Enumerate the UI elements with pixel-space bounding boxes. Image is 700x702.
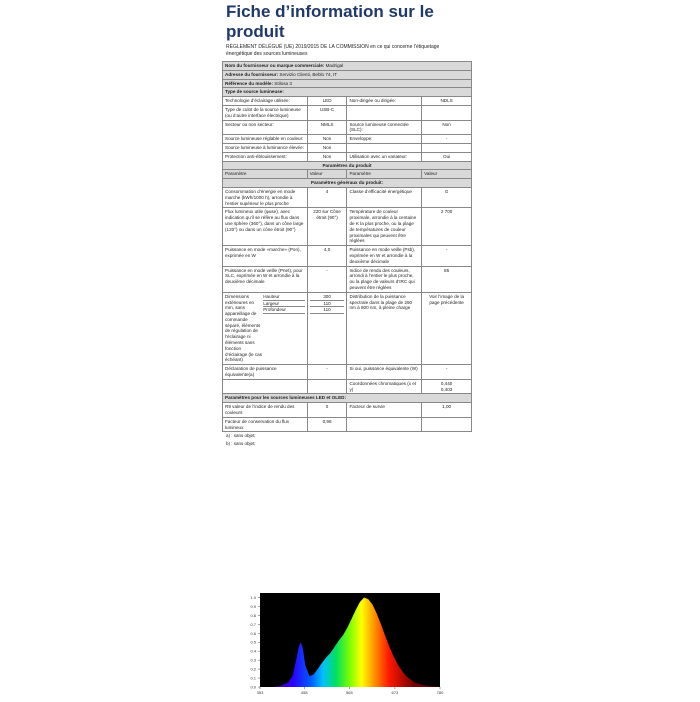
column-header-row xyxy=(223,170,472,179)
supplier-address-value: Servizio Clienti, Beblo 74, IT xyxy=(279,72,337,77)
param-label: Source lumineuse à luminance élevée: xyxy=(223,143,308,152)
model-value: Stilosa 3 xyxy=(274,81,292,86)
spectrum-svg xyxy=(222,585,480,697)
param-value: 220 sur Cône étroit (90°) xyxy=(307,208,347,246)
spd-label: Distribution de la puissance spectrale dans la plage de 250 nm à 800 nm, à pleine charge xyxy=(347,292,422,365)
col-header-param: Paramètre xyxy=(347,170,422,179)
param-label: Indice de rendu des couleurs, arrondi à l’entier le plus proche, ou la plage de valeurs d’IRC qui peuvent être réglées xyxy=(347,266,422,292)
param-label: Coordonnées chromatiques (x et y) xyxy=(347,379,422,394)
param-label: Température de couleur proximale, arrondie à la centaine de K la plus proche, ou la plage de températures de couleur proximales qui peuvent être réglées xyxy=(347,208,422,246)
dimension-values xyxy=(307,292,347,365)
dimension-value: 110 xyxy=(310,301,345,308)
param-value: - xyxy=(422,365,472,380)
dimension-name: Largeur xyxy=(263,301,304,308)
col-header-value: Valeur xyxy=(422,170,472,179)
param-value xyxy=(422,105,472,120)
led-row xyxy=(223,417,472,432)
dimensions-cell xyxy=(223,292,308,365)
x-tick-label: 673 xyxy=(392,690,399,695)
param-label: Facteur de conservation du flux lumineux xyxy=(223,417,308,432)
led-row xyxy=(223,403,472,418)
param-label: Enveloppe: xyxy=(347,135,422,144)
y-tick-label: 0.7 xyxy=(250,622,256,627)
param-value: 0,96 xyxy=(307,417,347,432)
led-header-row xyxy=(223,394,472,403)
param-label: Si oui, puissance équivalente (W) xyxy=(347,365,422,380)
param-value: 0 xyxy=(307,403,347,418)
param-value: - xyxy=(422,135,472,144)
supplier-address-row xyxy=(223,70,472,79)
y-tick-label: 0.2 xyxy=(250,667,256,672)
type-row xyxy=(223,152,472,161)
dimension-value: 110 xyxy=(310,307,345,314)
page-title: Fiche d’information sur le produit xyxy=(226,2,472,42)
led-header: Paramètres pour les sources lumineuses LED et OLED: xyxy=(223,394,472,403)
param-label: Puissance en mode «marche» (Pon), exprimée en W xyxy=(223,246,308,266)
info-table xyxy=(222,61,472,432)
y-tick-label: 1.0 xyxy=(250,595,256,600)
supplier-name-label: Nom du fournisseur ou marque commerciale: xyxy=(225,63,324,68)
regulation-intro: RÈGLEMENT DÉLÉGUÉ (UE) 2019/2015 DE LA COMMISSION en ce qui concerne l’étiquetage énergétique des sources lumineuses xyxy=(226,44,466,57)
param-value: Non xyxy=(307,152,347,161)
param-value: 4,0 xyxy=(307,246,347,266)
type-header-row xyxy=(223,88,472,97)
param-label: Protection anti-éblouissement: xyxy=(223,152,308,161)
param-value: - xyxy=(422,246,472,266)
dimensions-row xyxy=(223,292,472,365)
param-label: Utilisation avec un variateur: xyxy=(347,152,422,161)
supplier-name-value: Madrigal xyxy=(326,63,344,68)
param-value: 4 xyxy=(307,187,347,207)
general-row xyxy=(223,266,472,292)
col-header-value: Valeur xyxy=(307,170,347,179)
param-value: G xyxy=(422,187,472,207)
param-label: Puissance en mode veille (Psb), exprimée en W et arrondie à la deuxième décimale xyxy=(347,246,422,266)
param-value xyxy=(422,143,472,152)
supplier-name-row xyxy=(223,62,472,71)
param-label xyxy=(347,143,422,152)
col-header-param: Paramètre xyxy=(223,170,308,179)
param-value: - xyxy=(307,266,347,292)
param-value xyxy=(307,379,347,394)
supplier-address-label: Adresse du fournisseur: xyxy=(225,72,278,77)
type-row xyxy=(223,135,472,144)
x-tick-label: 565 xyxy=(346,690,353,695)
product-info-sheet xyxy=(222,0,472,448)
type-row xyxy=(223,120,472,135)
model-label: Référence du modèle: xyxy=(225,81,273,86)
param-label: Type de culot de la source lumineuse (ou d’autre interface électrique) xyxy=(223,105,308,120)
param-value: NMLS xyxy=(307,120,347,135)
dimension-name: Profondeur xyxy=(263,307,304,314)
general-row xyxy=(223,187,472,207)
y-tick-label: 0.8 xyxy=(250,613,256,618)
param-label: R9 valeur de l’indice de rendu des couleurs xyxy=(223,403,308,418)
dimension-name: Hauteur xyxy=(263,294,304,301)
dimension-value: 300 xyxy=(310,294,345,301)
y-tick-label: 0.4 xyxy=(250,649,256,654)
x-tick-label: 353 xyxy=(257,690,264,695)
params-header: Paramètres du produit xyxy=(223,161,472,170)
type-row xyxy=(223,143,472,152)
param-value: - xyxy=(307,365,347,380)
param-value: Non xyxy=(422,120,472,135)
param-label: Facteur de survie xyxy=(347,403,422,418)
param-label: Technologie d’éclairage utilisée: xyxy=(223,97,308,106)
type-header: Type de source lumineuse: xyxy=(223,88,472,97)
params-header-row xyxy=(223,161,472,170)
param-value: 85 xyxy=(422,266,472,292)
type-row xyxy=(223,105,472,120)
param-label: Flux lumineux utile (φuse), avec indication qu’il se réfère au flux dans une sphère (360°), dans un cône large (120°) ou dans un cône étroit (90°) xyxy=(223,208,308,246)
y-tick-label: 0.0 xyxy=(250,685,256,690)
spd-value: Voir l’image de la page précédente xyxy=(422,292,472,365)
y-tick-label: 0.3 xyxy=(250,658,256,663)
footnote-b: b) : sans objet; xyxy=(226,440,472,448)
param-label: Non-dirigée ou dirigée: xyxy=(347,97,422,106)
param-label: Classe d’efficacité énergétique xyxy=(347,187,422,207)
y-tick-label: 0.1 xyxy=(250,676,256,681)
param-value: LED xyxy=(307,97,347,106)
general-header-row xyxy=(223,179,472,188)
param-value: USB-C xyxy=(307,105,347,120)
y-tick-label: 0.5 xyxy=(250,640,256,645)
type-row xyxy=(223,97,472,106)
param-label: Consommation d’énergie en mode marche (kWh/1000 h), arrondie à l’entier supérieur le plus proche xyxy=(223,187,308,207)
param-label: Source lumineuse connectée (SLC): xyxy=(347,120,422,135)
param-label: Secteur ou non secteur: xyxy=(223,120,308,135)
x-tick-label: 780 xyxy=(437,690,444,695)
param-value: Non xyxy=(307,135,347,144)
param-label xyxy=(223,379,308,394)
param-label: Source lumineuse réglable en couleur: xyxy=(223,135,308,144)
param-label xyxy=(347,105,422,120)
model-row xyxy=(223,79,472,88)
general-header: Paramètres généraux du produit: xyxy=(223,179,472,188)
equiv-row xyxy=(223,365,472,380)
param-value: NDLS xyxy=(422,97,472,106)
general-row xyxy=(223,208,472,246)
param-value: 2 700 xyxy=(422,208,472,246)
spectrum-chart xyxy=(222,585,480,697)
param-value: 1,00 xyxy=(422,403,472,418)
param-label: Puissance en mode veille (Pnet), pour SLC, exprimée en W et arrondie à la deuxième décimale xyxy=(223,266,308,292)
dimension-names xyxy=(263,294,304,364)
param-label: Déclaration de puissance équivalente(a) xyxy=(223,365,308,380)
param-value: Oui xyxy=(422,152,472,161)
param-value: Non xyxy=(307,143,347,152)
general-row xyxy=(223,246,472,266)
y-tick-label: 0.6 xyxy=(250,631,256,636)
param-label xyxy=(347,417,422,432)
param-value: 0,440 0,403 xyxy=(422,379,472,394)
footnote-a: a) : sans objet; xyxy=(226,432,472,440)
y-tick-label: 0.9 xyxy=(250,604,256,609)
dimensions-label: Dimensions extérieures en mm, sans appareillage de commande séparé, éléments de régulation de l’éclairage ni éléments sans fonction d’éclairage (le cas échéant) xyxy=(225,294,263,364)
equiv-row xyxy=(223,379,472,394)
x-tick-label: 458 xyxy=(301,690,308,695)
param-value xyxy=(422,417,472,432)
